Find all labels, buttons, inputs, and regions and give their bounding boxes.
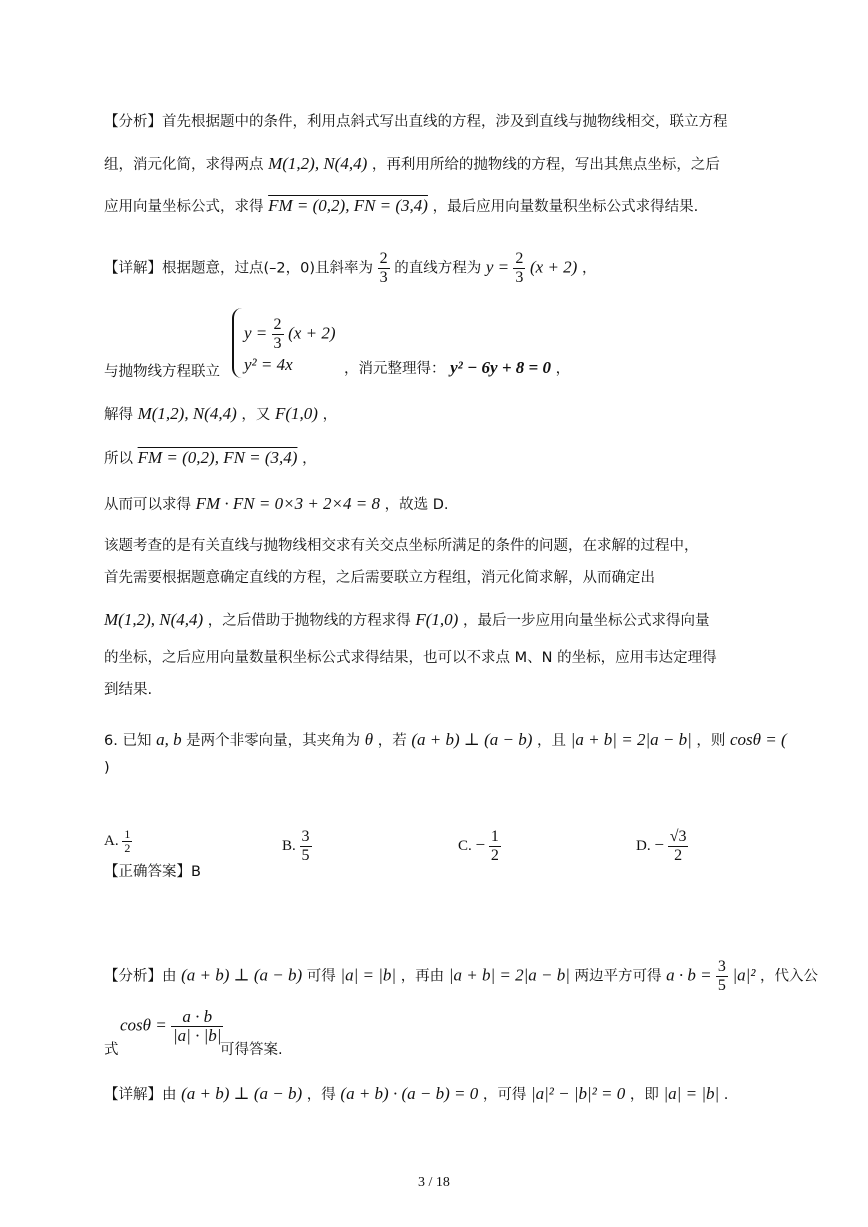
page-number: 3 / 18 [418,1175,450,1190]
text: 【正确答案】B [104,864,201,880]
math-perpendicular: (a + b) ⊥ (a − b) [181,1084,303,1103]
den: 3 [273,335,282,352]
summary-line-5 [104,680,152,700]
summary-line-4 [104,648,717,668]
text: ，消元整理得： [344,361,446,377]
fraction-cos-formula [171,1008,223,1045]
math-theta: θ [364,730,374,749]
fraction-three-fifths [716,958,728,995]
text: ，又 [241,407,271,423]
text: ，若 [377,733,407,749]
math-parabola: y² = 4x [244,355,293,374]
den: 3 [515,269,524,286]
text: ， [302,451,317,467]
text: 是两个非零向量，其夹角为 [186,733,361,749]
detail-line-4 [104,448,317,469]
text: 所以 [104,451,133,467]
option-fraction [668,828,689,865]
math-equal-magnitude: |a| = |b| [663,1084,720,1103]
question-6-line-2 [104,758,110,778]
text: ， [322,407,338,423]
text: 6. 已知 [104,733,152,749]
text: 【分析】首先根据题中的条件，利用点斜式写出直线的方程，涉及到直线与抛物线相交，联立方程 [104,114,728,130]
q6-analysis-line-1 [104,958,818,995]
text: ， [555,361,571,377]
math-magnitude-relation: |a + b| = 2|a − b| [448,965,570,985]
math-x-plus-2: (x + 2) [288,323,336,343]
detail-line-2b [344,358,570,379]
option-label: B. [282,837,296,854]
math-cos-theta: cosθ = [120,1015,171,1035]
text: ) [104,760,110,776]
num: 3 [301,828,310,845]
text: 的直线方程为 [394,260,482,277]
den: 3 [379,269,388,286]
num: 2 [379,250,388,267]
question-6-line-1 [104,730,787,751]
text: ，代入公 [760,968,819,985]
math-quadratic: y² − 6y + 8 = 0 [450,358,551,377]
math-cos-theta: cosθ = ( [729,730,787,749]
option-sign: − [475,834,486,854]
math-a-squared: |a|² [732,965,756,985]
option-sign: − [654,834,664,854]
option-label: C. [458,837,472,854]
text: 到结果. [104,682,153,698]
detail-line-1 [104,250,596,287]
math-points-mn: M(1,2), N(4,4) [104,610,204,629]
text: 【分析】由 [104,968,177,985]
math-y: y = [485,257,514,277]
text: 该题考查的是有关直线与抛物线相交求有关交点坐标所满足的条件的问题，在求解的过程中， [104,538,699,554]
analysis-line-3 [104,196,698,217]
text: 从而可以求得 [104,497,191,513]
fraction-two-thirds [378,250,390,287]
text: 式 [104,1042,119,1058]
math-vectors: FM = (0,2), FN = (3,4) [268,196,428,215]
option-label: D. [636,837,651,854]
option-b[interactable] [282,828,312,865]
math-points-mn: M(1,2), N(4,4) [137,404,237,423]
math-dot-zero: (a + b) · (a − b) = 0 [340,1084,479,1103]
num: 2 [515,250,524,267]
text: 的坐标，之后应用向量数量积坐标公式求得结果，也可以不求点 M、N 的坐标，应用韦达定理得 [104,650,717,666]
text: . [723,1087,729,1103]
text: ，再利用所给的抛物线的方程，写出其焦点坐标，之后 [371,157,720,173]
math-vectors-ab: a, b [156,730,182,749]
detail-line-5 [104,494,449,515]
system-eq-2 [244,355,293,376]
option-fraction [122,828,132,855]
q6-analysis-line-2 [104,1040,119,1060]
text: 与抛物线方程联立 [104,364,220,380]
math-vectors: FM = (0,2), FN = (3,4) [137,448,298,467]
math-magnitude-relation: |a + b| = 2|a − b| [570,730,692,749]
math-focus: F(1,0) [415,610,459,629]
q6-detail-line-1 [104,1084,728,1105]
summary-line-1 [104,536,699,556]
text: ，且 [537,733,567,749]
text: ，即 [629,1087,659,1103]
option-a[interactable] [104,828,132,855]
math-equal-magnitude: |a| = |b| [340,965,397,985]
den: 2 [490,847,499,864]
text: 组，消元化简，求得两点 [104,157,264,173]
summary-line-2 [104,568,655,588]
math-points-mn: M(1,2), N(4,4) [268,154,368,173]
text: ，可得 [482,1087,527,1103]
fraction-two-thirds [272,316,284,353]
num: 1 [490,828,499,845]
option-c[interactable] [458,828,501,865]
text: ，则 [696,733,726,749]
num: 2 [273,316,282,333]
math-x-plus-2: (x + 2) [529,257,578,277]
option-fraction [489,828,501,865]
text: 解得 [104,407,133,423]
math-perpendicular: (a + b) ⊥ (a − b) [411,730,533,749]
math-y: y = [244,323,272,343]
num: √3 [669,828,687,845]
text: ，故选 D. [384,497,449,513]
text: ，最后应用向量数量积坐标公式求得结果. [432,199,699,215]
math-dot-ab: a · b = [666,965,716,985]
den: 5 [717,977,726,994]
text: 应用向量坐标公式，求得 [104,199,264,215]
q6-analysis-cos-formula [120,1008,223,1045]
text: ，之后借助于抛物线的方程求得 [207,613,411,629]
math-perpendicular: (a + b) ⊥ (a − b) [181,965,303,985]
num: 1 [124,827,131,841]
den: 2 [124,841,131,855]
fraction-two-thirds [513,250,525,287]
text: 首先需要根据题意确定直线的方程，之后需要联立方程组，消元化简求解，从而确定出 [104,570,655,586]
num: a · b [171,1008,223,1027]
math-squares-diff: |a|² − |b|² = 0 [530,1084,626,1103]
option-fraction [300,828,312,865]
correct-answer [104,862,201,882]
math-dot-product: FM · FN = 0×3 + 2×4 = 8 [195,494,380,513]
den: |a| · |b| [172,1026,222,1045]
text: 可得 [306,968,336,985]
option-d[interactable] [636,828,688,865]
summary-line-3 [104,610,709,631]
analysis-line-2 [104,154,720,175]
detail-line-3 [104,404,337,425]
analysis-line-1 [104,112,728,132]
text: ， [581,260,597,277]
text: ，再由 [400,968,445,985]
detail-line-2 [104,362,220,382]
den: 2 [674,847,683,864]
text: 【详解】由 [104,1087,177,1103]
text: ，最后一步应用向量坐标公式求得向量 [462,613,710,629]
text: ，得 [306,1087,336,1103]
num: 3 [717,958,726,975]
text: 两边平方可得 [574,968,662,985]
den: 5 [301,847,310,864]
system-eq-1 [244,316,335,353]
option-label: A. [104,832,119,849]
math-focus: F(1,0) [274,404,318,423]
text: 可得答案. [220,1042,283,1058]
text: 【详解】根据题意，过点(–2，0)且斜率为 [104,260,374,277]
q6-analysis-line-2b [220,1040,283,1060]
